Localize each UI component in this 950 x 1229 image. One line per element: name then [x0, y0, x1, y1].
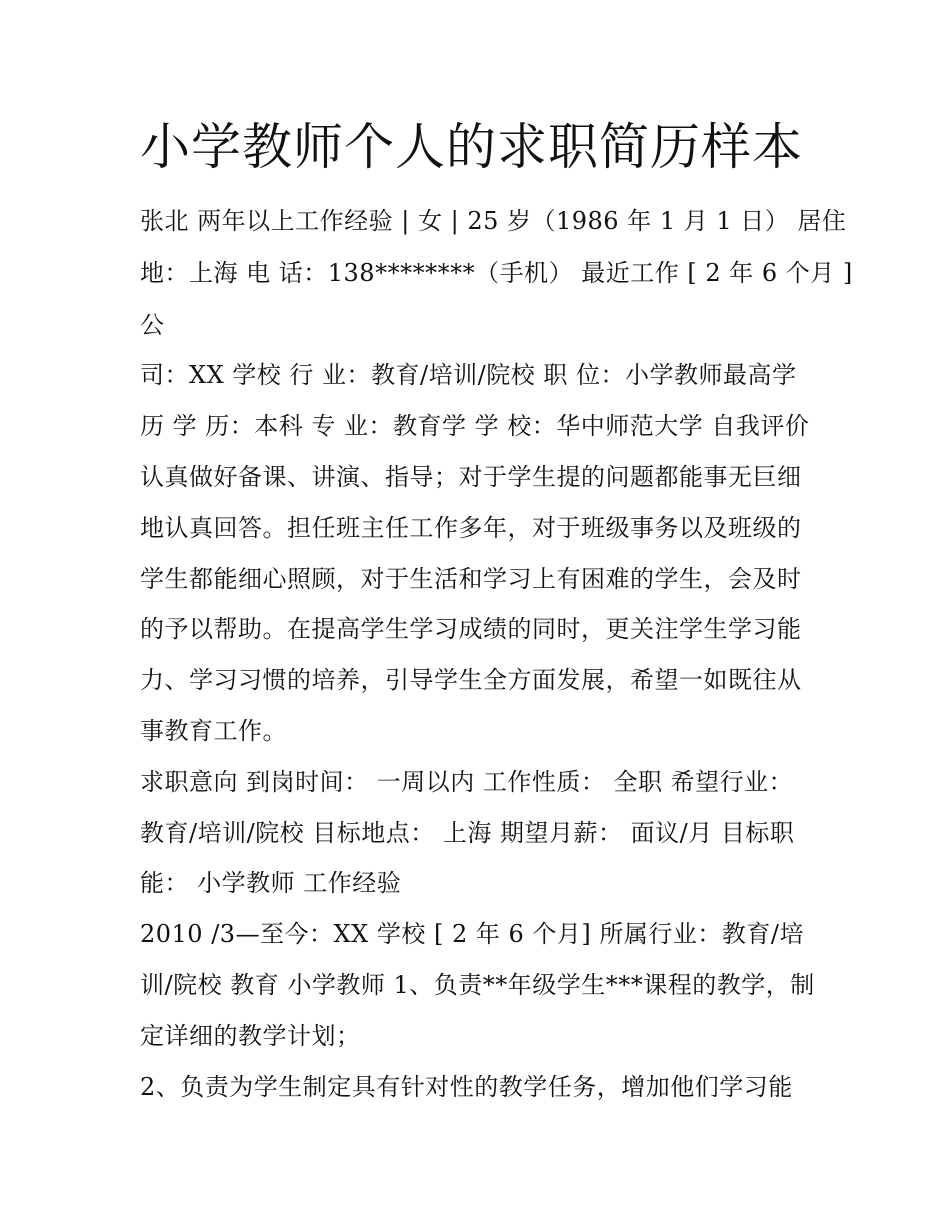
body-line: 能： 小学教师 工作经验 [140, 869, 402, 897]
body-line: 地认真回答。担任班主任工作多年，对于班级事务以及班级的 [140, 514, 802, 542]
body-line: 的予以帮助。在提高学生学习成绩的同时，更关注学生学习能 [140, 615, 802, 643]
body-line: 力、学习习惯的培养，引导学生全方面发展，希望一如既往从 [140, 666, 802, 694]
body-line: 事教育工作。 [140, 717, 287, 745]
body-line: 认真做好备课、讲演、指导；对于学生提的问题都能事无巨细 [140, 463, 802, 491]
body-line: 求职意向 到岗时间： 一周以内 工作性质： 全职 希望行业： [140, 768, 794, 796]
body-line: 张北 两年以上工作经验 | 女 | 25 岁（1986 年 1 月 1 日） 居住 [140, 207, 847, 235]
body-line: 学生都能细心照顾，对于生活和学习上有困难的学生，会及时 [140, 565, 802, 593]
body-line: 地：上海 电 话：138********（手机） 最近工作 [ 2 年 6 个月 ] [140, 259, 853, 287]
body-line: 历 学 历：本科 专 业：教育学 学 校：华中师范大学 自我评价 [140, 412, 810, 440]
body-line: 司：XX 学校 行 业：教育/培训/院校 职 位：小学教师最高学 [140, 361, 797, 389]
body-line: 公 [140, 311, 165, 339]
body-line: 教育/培训/院校 目标地点： 上海 期望月薪： 面议/月 目标职 [140, 819, 795, 847]
body-line: 定详细的教学计划； [140, 1022, 361, 1050]
body-line: 2010 /3—至今：XX 学校 [ 2 年 6 个月] 所属行业：教育/培 [140, 920, 804, 948]
body-line: 2、负责为学生制定具有针对性的教学任务，增加他们学习能 [140, 1073, 793, 1101]
body-line: 训/院校 教育 小学教师 1、负责**年级学生***课程的教学，制 [140, 971, 815, 999]
document-title: 小学教师个人的求职简历样本 [140, 118, 803, 176]
